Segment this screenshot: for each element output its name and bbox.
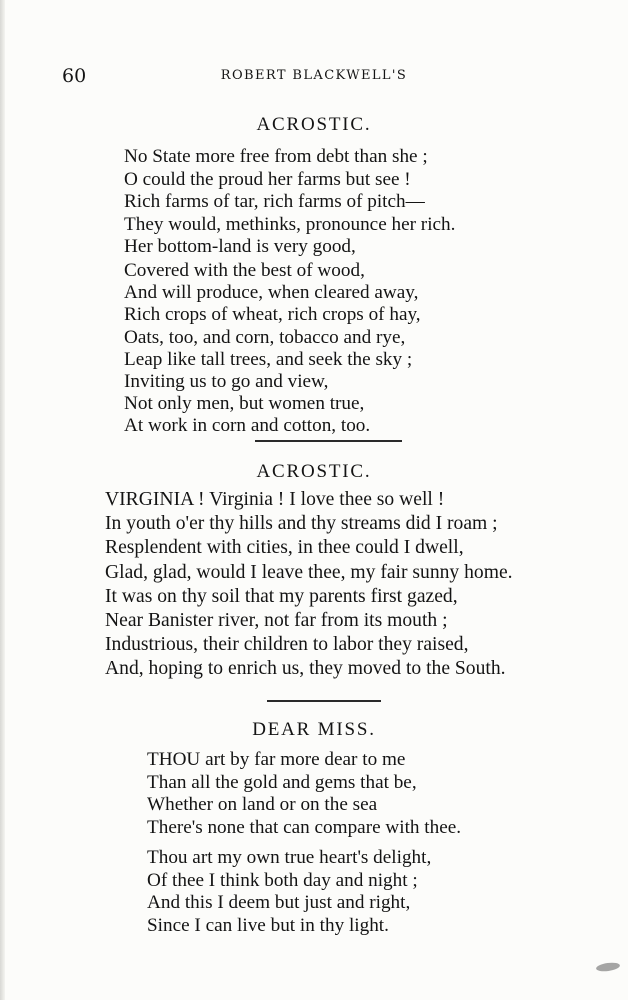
- verse-line: Since I can live but in thy light.: [147, 914, 389, 936]
- verse-line: Resplendent with cities, in thee could I dwell,: [105, 537, 464, 559]
- verse-line: At work in corn and cotton, too.: [124, 415, 371, 437]
- stanza: [124, 260, 421, 438]
- page-edge-shadow: [0, 0, 5, 1000]
- verse-line: And this I deem but just and right,: [147, 892, 411, 914]
- verse-line: THOU art by far more dear to me: [147, 749, 406, 770]
- verse-line: Covered with the best of wood,: [124, 260, 365, 281]
- section-divider: [255, 440, 402, 442]
- verse-line: Than all the gold and gems that be,: [147, 771, 417, 793]
- verse-line: O could the proud her farms but see !: [124, 168, 411, 190]
- verse-line: And, hoping to enrich us, they moved to the South.: [105, 658, 506, 680]
- stanza: [147, 749, 461, 839]
- verse-line: VIRGINIA ! Virginia ! I love thee so well !: [105, 489, 445, 510]
- verse-line: Oats, too, and corn, tobacco and rye,: [124, 326, 406, 348]
- poem-title-acrostic-1: ACROSTIC.: [256, 114, 372, 135]
- poem-title-dear-miss: DEAR MISS.: [252, 719, 376, 740]
- verse-line: They would, methinks, pronounce her rich.: [124, 213, 456, 235]
- verse-line: Thou art my own true heart's delight,: [147, 847, 432, 868]
- verse-line: No State more free from debt than she ;: [124, 146, 428, 167]
- verse-line: And will produce, when cleared away,: [124, 282, 419, 304]
- stanza: [105, 488, 513, 682]
- section-divider: [267, 700, 381, 702]
- verse-line: It was on thy soil that my parents first gazed,: [105, 585, 458, 607]
- verse-line: Her bottom-land is very good,: [124, 236, 356, 258]
- verse-line: There's none that can compare with thee.: [147, 816, 462, 838]
- verse-line: Inviting us to go and view,: [124, 371, 329, 393]
- stanza: [124, 146, 455, 259]
- verse-line: Rich crops of wheat, rich crops of hay,: [124, 304, 421, 326]
- verse-line: Rich farms of tar, rich farms of pitch—: [124, 191, 425, 213]
- verse-line: Of thee I think both day and night ;: [147, 869, 418, 891]
- verse-line: Industrious, their children to labor they raised,: [105, 634, 469, 656]
- verse-line: Not only men, but women true,: [124, 393, 365, 415]
- ink-smudge: [596, 961, 621, 972]
- running-head: ROBERT BLACKWELL'S: [220, 68, 408, 83]
- stanza: [147, 847, 431, 937]
- poem-title-acrostic-2: ACROSTIC.: [256, 461, 372, 482]
- verse-line: Glad, glad, would I leave thee, my fair sunny home.: [105, 561, 513, 583]
- verse-line: In youth o'er thy hills and thy streams did I roam ;: [105, 513, 498, 535]
- verse-line: Whether on land or on the sea: [147, 794, 378, 816]
- page-number: 60: [62, 65, 87, 87]
- verse-line: Near Banister river, not far from its mouth ;: [105, 610, 448, 632]
- verse-line: Leap like tall trees, and seek the sky ;: [124, 348, 413, 370]
